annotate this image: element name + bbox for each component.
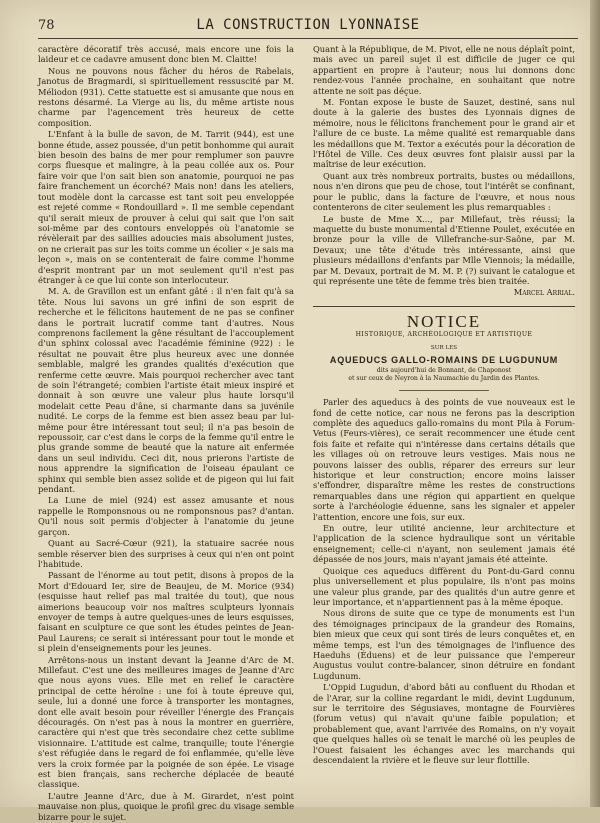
paragraph: L'Oppid Lugudun, d'abord bâti au confluent du Rhodan et de l'Arar, sur la colline regardant le midi, devint Lugdunum, sur le territoire des Ségusiaves, montagne de Fourvières (forum vetus) qui n'avait qu'une faible population; et probablement que, avant l'arrivée des Romains, on n'y voyait que quelques halles où se tenait le marché où les peuples de l'Ouest faisaient les échanges avec les marchands qui descendaient la rivière et le fleuve sur leur flottille. bbox=[313, 682, 575, 765]
page-binding-edge bbox=[590, 0, 600, 807]
notice-heading bbox=[313, 306, 575, 391]
paragraph: Arrêtons-nous un instant devant la Jeanne d'Arc de M. Millefaut. C'est une des meilleures images de Jeanne d'Arc que nous ayons vues. Elle met en relief le caractère principal de cette héroïne : une foi à toute épreuve qui, seule, lui a donné une force à transporter les montagnes, dont elle avait besoin pour réveiller l'énergie des Français découragés. On n'est pas à nous la montrer en guerrière, caractère qui n'est que très secondaire chez cette sublime visionnaire. L'attitude est calme, tranquille; toute l'énergie s'est réfugiée dans le regard de foi enflammée, qu'elle lève vers la croix formée par la poignée de son épée. Le visage est bien français, sans recherche déplacée de beauté classique. bbox=[38, 654, 294, 790]
paragraph: Passant de l'énorme au tout petit, disons à propos de la Mort d'Edouard Ier, sire de Beaujeu, de M. Morice (934) (esquisse haut relief pas mal traitée du tout), que nous aimerions beaucoup voir nos maîtres sculpteurs lyonnais envoyer de temps à autre quelques-unes de leurs esquisses, faisant en sculpture ce que sont les études peintes de Jean-Paul Laurens; ce serait si intéressant pour tout le monde et si plein d'enseignements pour les jeunes. bbox=[38, 570, 294, 654]
paragraph: M. A. de Gravillon est un enfant gâté : il n'en fait qu'à sa tête. Nous lui savons un gré infini de son esprit de recherche et le félicitons hautement de ne pas se confiner dans le portrait lucratif comme tant d'autres. Nous comprenons facilement la gêne résultant de l'accouplement d'un sphinx colossal avec l'académie féminine (922) : le résultat ne pouvait être plus heureux avec une donnée semblable, malgré les grandes qualités d'exécution que renferme cette œuvre. Mais pourquoi rechercher avec tant de soin l'étrangeté; combien l'artiste était mieux inspiré et donnait à son œuvre une valeur plus haute lorsqu'il modelait cette Peau d'âne, si charmante dans sa juvénile nudité. Le corps de la femme est bien assez beau par lui-même pour être intéressant tout seul; il n'a pas besoin de repoussoir, car c'est dans le corps de la femme qu'il entre le plus grande somme de beauté que la nature ait enfermée dans un seul individu. Ceci dit, nous prierons l'artiste de nous apprendre la signification de l'oiseau épaulant ce sphinx qui semble bien assez solide et de pigeon qui lui fait pendant. bbox=[38, 286, 294, 495]
notice-subtitle: HISTORIQUE, ARCHÉOLOGIQUE ET ARTISTIQUE bbox=[355, 331, 533, 339]
paragraph: Quoique ces aqueducs diffèrent du Pont-du-Gard connu plus universellement et plus populaire, ils n'ont pas moins une valeur plus grande, par des qualités d'un autre genre et leur importance, et n'appartiennent pas à la même époque. bbox=[313, 565, 575, 607]
notice-description-line: dits aujourd'hui de Bonnant, de Chaponost bbox=[376, 367, 512, 375]
notice-title: NOTICE bbox=[406, 311, 482, 331]
paragraph: En outre, leur utilité ancienne, leur architecture et l'application de la science hydraulique sont un véritable enseignement; celle-ci n'ayant, non seulement jamais été dépassée de nos jours, mais n'ayant jamais été atteinte. bbox=[313, 523, 575, 565]
paragraph: Quant à la République, de M. Pivot, elle ne nous déplaît point, mais avec un pareil sujet il est difficile de juger ce qui appartient en propre à l'auteur; nous lui donnons donc rendez-vous l'année prochaine, en souhaitant que notre attente ne soit pas déçue. bbox=[313, 44, 575, 96]
paragraph: Quant au Sacré-Cœur (921), la statuaire sacrée nous semble réserver bien des surprises à ceux qui n'en ont point l'habitude. bbox=[38, 538, 294, 569]
paragraph: Nous ne pouvons nous fâcher du héros de Rabelais, Janotus de Bragmardi, si spirituellement ressuscité par M. Méliodon (931). Cette statuette est si amusante que nous en restons désarmé. La Vierge au lis, du même artiste nous charme par l'agencement très heureux de cette composition. bbox=[38, 65, 294, 128]
paragraph: L'autre Jeanne d'Arc, due à M. Girardet, n'est point mauvaise non plus, quoique le profil grec du visage semble bizarre pour le sujet. bbox=[38, 790, 294, 822]
page-header bbox=[38, 16, 578, 39]
paragraph: La Lune de miel (924) est assez amusante et nous rappelle le Romponsnous ou ne romponsnous pas? d'antan. Qu'il nous soit permis d'objecter à l'anatomie du jeune garçon. bbox=[38, 495, 294, 537]
running-title: LA CONSTRUCTION LYONNAISE bbox=[196, 17, 420, 33]
right-column bbox=[313, 44, 575, 766]
paragraph: Parler des aqueducs à des points de vue nouveaux est le fond de cette notice, car nous ne ferons pas la description complète des aqueducs gallo-romains du mont Pila à Forum-Vetus (Feurs-vières), ce serait recommencer une étude cent fois faite et refaite qui n'intéresse dans certains détails que les villages où on retrouve leurs vestiges. Mais nous ne pouvons laisser des oublis, réparer des erreurs sur leur historique et leur construction; encore moins laisser s'effondrer, disparaître même les restes de constructions remarquables dans une région qui appartient en quelque sorte à l'archéologie éduenne, sans les signaler et appeler l'attention, encore une fois, sur eux. bbox=[313, 397, 575, 522]
paragraph: M. Fontan expose le buste de Sauzet, destiné, sans nul doute à la galerie des bustes des Lyonnais dignes de mémoire, nous le félicitons franchement pour le grand air et l'allure de ce buste. La même qualité est remarquable dans les médaillons que M. Textor a exécutés pour la décoration de l'Hôtel de Ville. Ces deux œuvres font plaisir aussi par la maîtrise de leur exécution. bbox=[313, 97, 575, 170]
notice-description-line: et sur ceux de Neyron à la Naumachie du Jardin des Plantes. bbox=[348, 374, 540, 382]
notice-main-title: AQUEDUCS GALLO-ROMAINS DE LUGDUNUM bbox=[329, 354, 559, 365]
paragraph: Le buste de Mme X..., par Millefaut, très réussi; la maquette du buste monumental d'Etienne Poulet, exécutée en bronze pour la ville de Villefranche-sur-Saône, par M. Devaux; une tête d'étude très intéressante, ainsi que plusieurs médaillons d'enfants par Mlle Viennois; la médaille, par M. Devaux, portrait de M. M. P. (?) suivant le catalogue et qui représente une tête de femme très bien traitée. bbox=[313, 213, 575, 286]
left-column bbox=[38, 44, 294, 823]
paragraph: Nous dirons de suite que ce type de monuments est l'un des témoignages principaux de la grandeur des Romains, bien mieux que ceux qui sont tirés de leurs conquêtes et, en même temps, est l'un des témoignages de l'influence des Haeduhs (Éduens) et de leur puissance que l'empereur Augustus voulut contre-balancer, sinon détruire en fondant Lugdunum. bbox=[313, 608, 575, 681]
paragraph: Quant aux très nombreux portraits, bustes ou médaillons, nous n'en dirons que peu de chose, tout l'intérêt se confinant, pour le public, dans la facture de l'œuvre, et nous nous contenterons de citer seulement les plus remarquables : bbox=[313, 170, 575, 213]
paragraph: caractère décoratif très accusé, mais encore une fois la laideur et ce cadavre amusent donc bien M. Claitte! bbox=[38, 44, 294, 65]
page-number: 78 bbox=[38, 18, 55, 33]
paragraph: L'Enfant à la bulle de savon, de M. Tarrit (944), est une bonne étude, assez poussée, d'un petit bonhomme qui aurait bien besoin des bains de mer pour remplumer son pauvre corps fluesque et malingre, à la peau collée aux os. Pour faire voir que l'on sait bien son anatomie, pourquoi ne pas faire franchement un écorché? Mais non! dans les ateliers, tout modèle dont la carcasse est tant soit peu enveloppée est rejeté comme « Rondouillard ». Il me semble cependant qu'il serait mieux de prouver à celui qui sait que l'on sait soi-même par des contours enveloppés où l'anatomie se révèlerait par des saillies adoucies mais absolument justes, on ne crierait pas sur les toits comme un écolier « je sais ma leçon », mais on se contenterait de faire comme l'homme d'esprit montrant par un mot seulement qu'il n'est pas étranger à ce que lui conte son interlocuteur. bbox=[38, 129, 294, 285]
divider bbox=[399, 390, 489, 391]
notice-sur-les: SUR LES bbox=[430, 344, 458, 351]
author-signature: Marcel Arrial. bbox=[513, 287, 575, 298]
